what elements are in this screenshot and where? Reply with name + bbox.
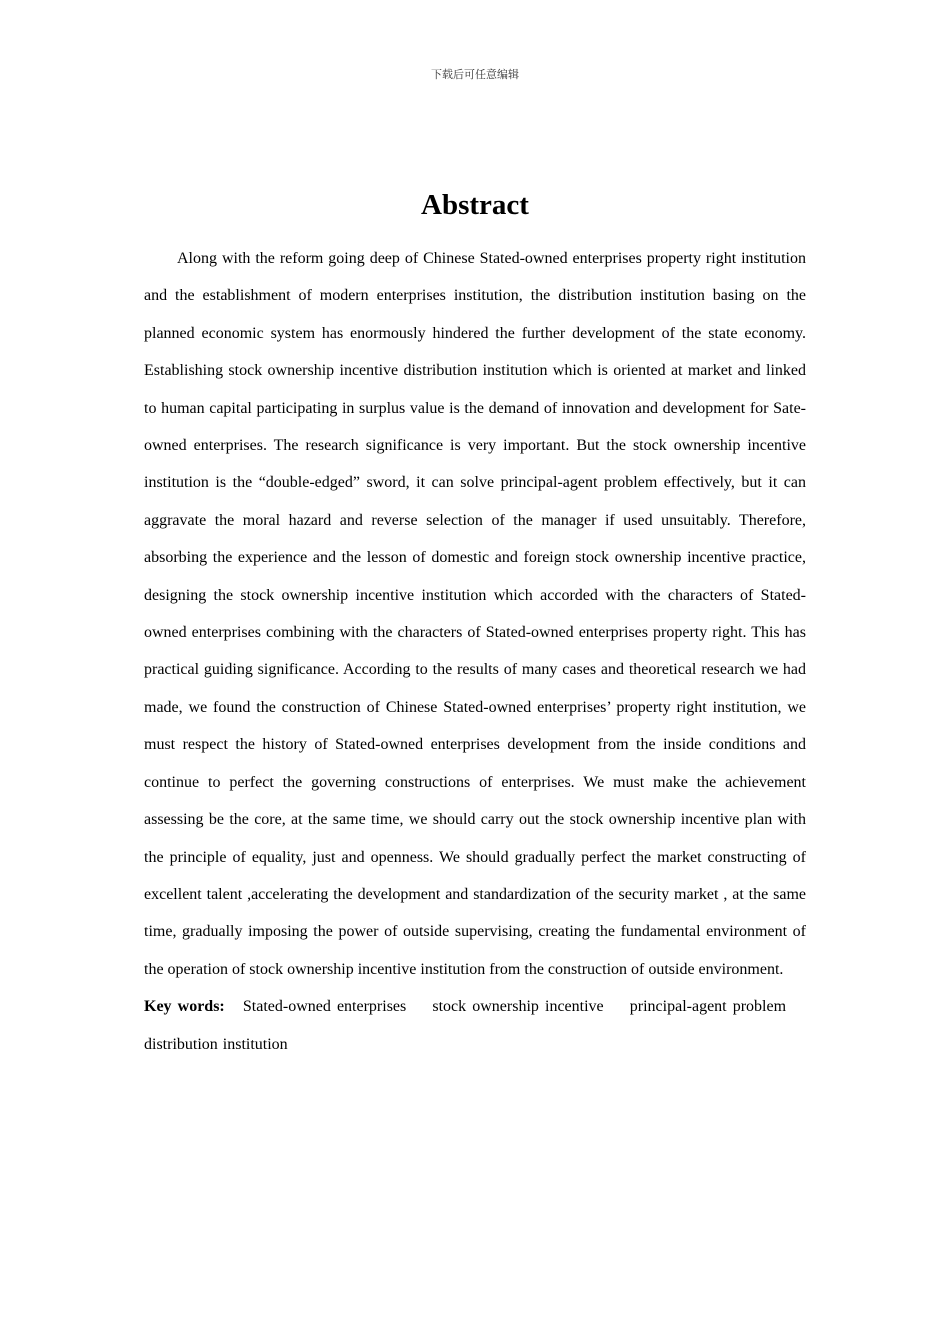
abstract-paragraph: Along with the reform going deep of Chinese Stated-owned enterprises property right institution and the establishment of modern enterprises institution, the distribution institution basing on the planned economic system has enormously hindered the further development of the state economy. Establishing stock ownership incentive distribution institution which is oriented at market and linked to human capital participating in surplus value is the demand of innovation and development for Sate-owned enterprises. The research significance is very important. But the stock ownership incentive institution is the “double-edged” sword, it can solve principal-agent problem effectively, but it can aggravate the moral hazard and reverse selection of the manager if used unsuitably. Therefore, absorbing the experience and the lesson of domestic and foreign stock ownership incentive practice, designing the stock ownership incentive institution which accorded with the characters of Stated-owned enterprises combining with the characters of Stated-owned enterprises property right. This has practical guiding significance. According to the results of many cases and theoretical research we had made, we found the construction of Chinese Stated-owned enterprises’ property right institution, we must respect the history of Stated-owned enterprises development from the inside conditions and continue to perfect the governing constructions of enterprises. We must make the achievement assessing be the core, at the same time, we should carry out the stock ownership incentive plan with the principle of equality, just and openness. We should gradually perfect the market constructing of excellent talent ,accelerating the development and standardization of the security market , at the same time, gradually imposing the power of outside supervising, creating the fundamental environment of the operation of stock ownership incentive institution from the construction of outside environment. xyxy=(144,250,806,978)
page-title: Abstract xyxy=(421,189,529,221)
header-note: 下载后可任意编辑 xyxy=(431,68,519,81)
keywords-line xyxy=(144,988,806,1063)
keyword-item: Stated-owned enterprises xyxy=(242,998,407,1016)
abstract-section xyxy=(144,240,806,1063)
keywords-label: Key words: xyxy=(144,998,225,1016)
keyword-item: stock ownership incentive xyxy=(432,998,604,1016)
keyword-item: distribution institution xyxy=(144,1035,288,1053)
keyword-item: principal-agent problem xyxy=(629,998,787,1016)
